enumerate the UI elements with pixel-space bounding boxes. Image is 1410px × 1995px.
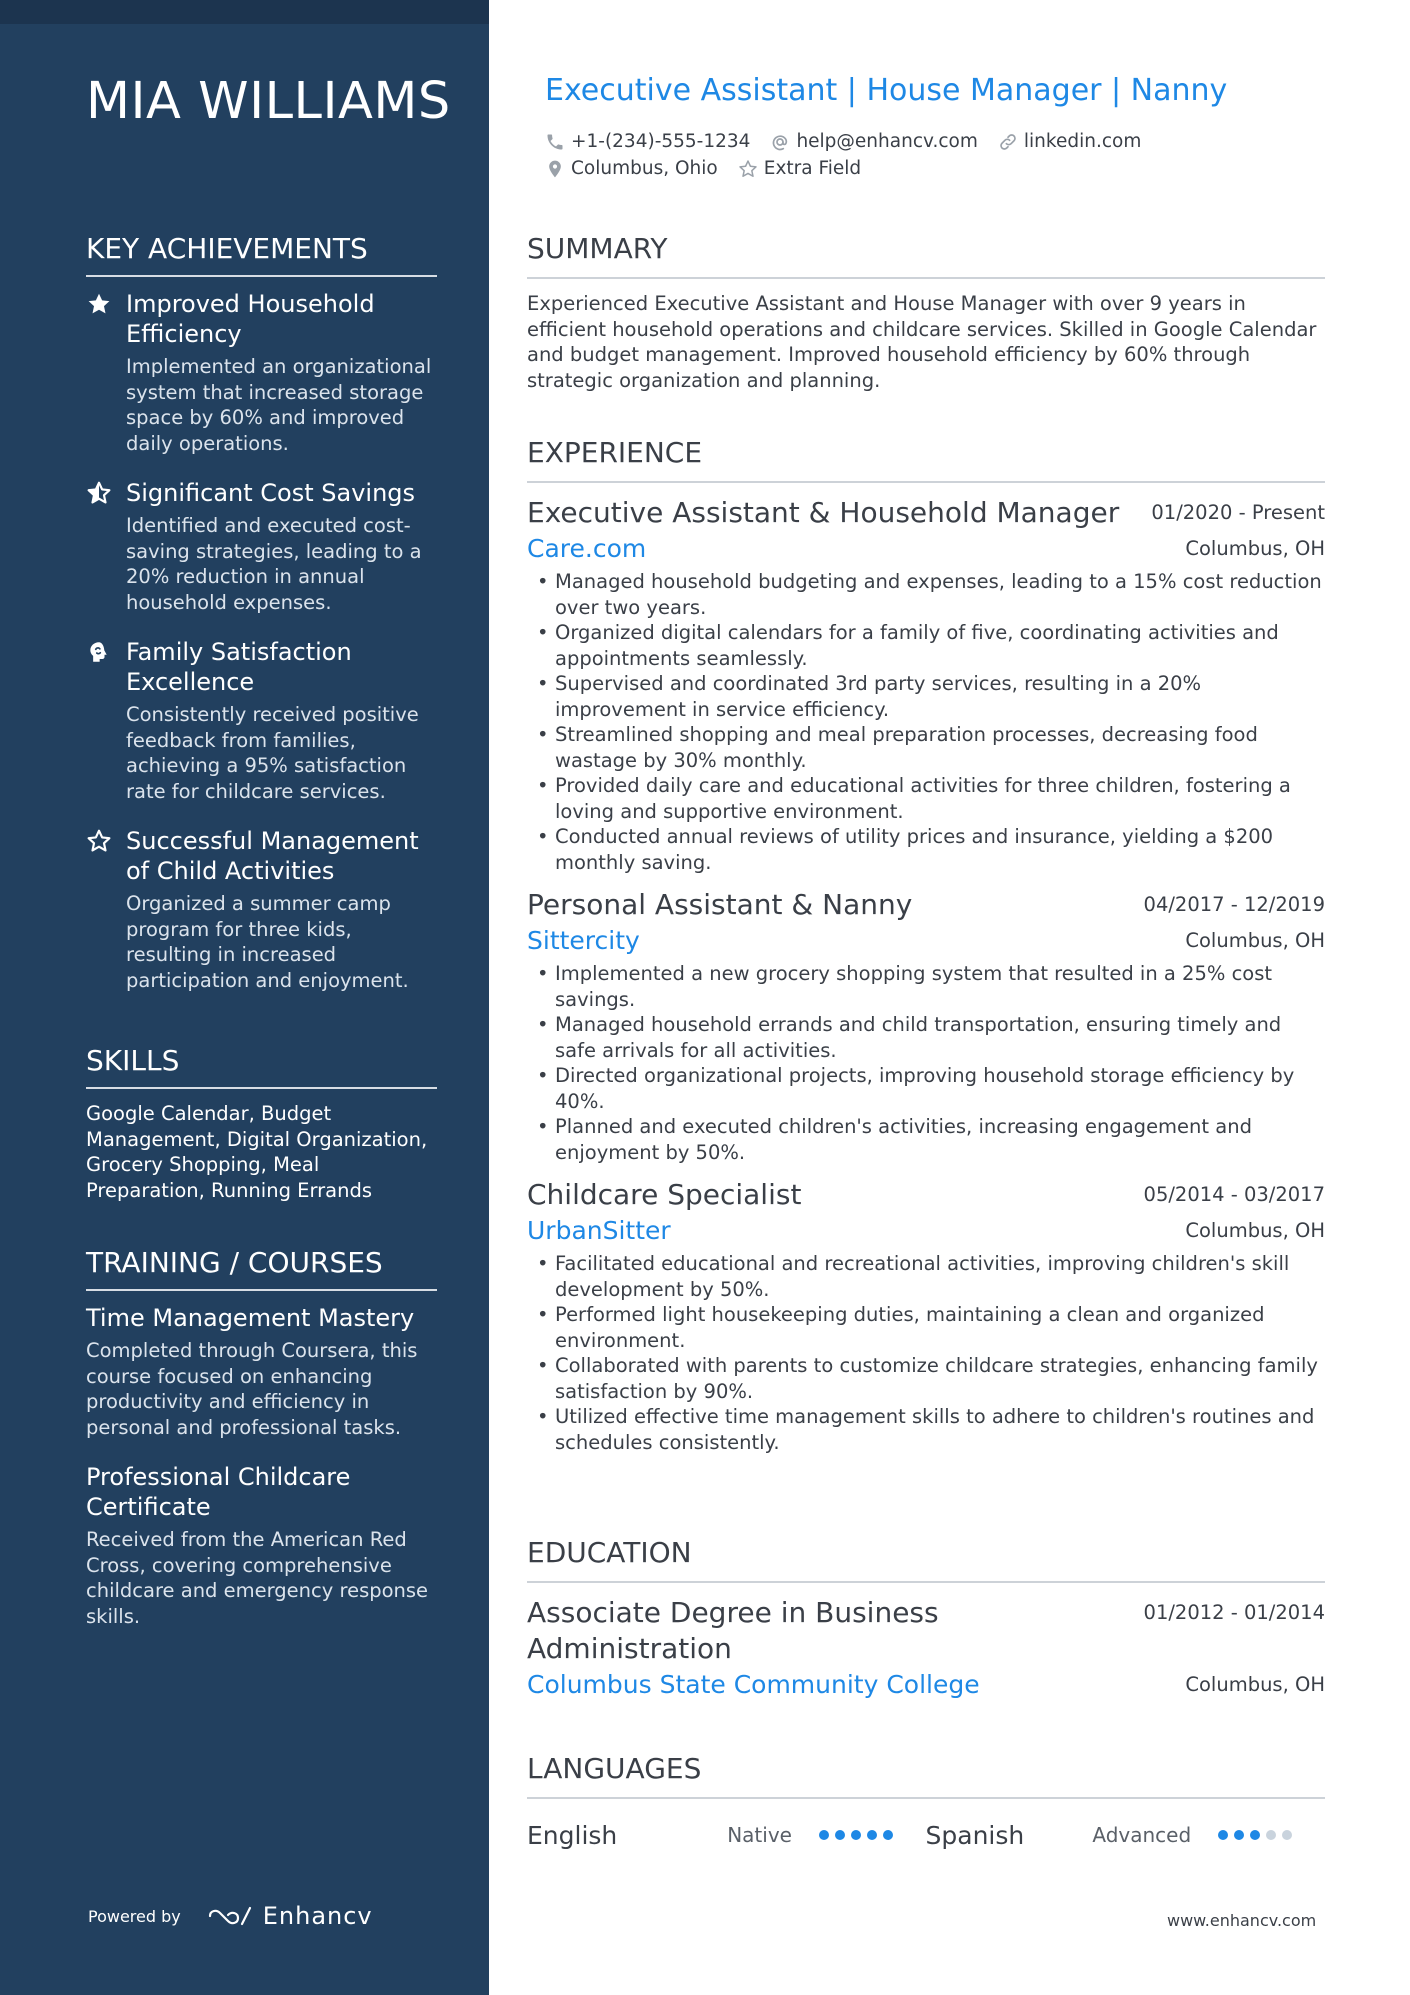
achievement-item [86, 478, 437, 615]
star-outline-icon [738, 159, 758, 179]
key-achievements-heading: KEY ACHIEVEMENTS [86, 232, 437, 277]
powered-by-label: Powered by [88, 1906, 181, 1926]
job-company[interactable]: UrbanSitter [527, 1216, 671, 1245]
job-company[interactable]: Care.com [527, 534, 647, 563]
job-bullet: • Conducted annual reviews of utility prices and insurance, yielding a $200 monthly saving. [527, 824, 1325, 875]
rating-dot-filled [1234, 1830, 1244, 1840]
languages-heading: LANGUAGES [527, 1752, 1325, 1799]
achievement-item [86, 826, 437, 993]
star-outline-icon [86, 828, 112, 854]
job-bullet: • Implemented a new grocery shopping system that resulted in a 25% cost savings. [527, 961, 1325, 1012]
achievement-title: Significant Cost Savings [126, 479, 416, 507]
education-date: 01/2012 - 01/2014 [1143, 1601, 1325, 1624]
sidebar-top-strip [0, 0, 489, 24]
achievement-item [86, 289, 437, 456]
achievement-title: Successful Management of Child Activities [126, 827, 419, 885]
link-icon [998, 132, 1018, 152]
job-bullet: • Facilitated educational and recreational activities, improving children's skill development by 50%. [527, 1251, 1325, 1302]
skills-heading: SKILLS [86, 1044, 437, 1089]
link-text: linkedin.com [1023, 131, 1142, 152]
job-bullet: • Streamlined shopping and meal preparation processes, decreasing food wastage by 30% monthly. [527, 722, 1325, 773]
job-date: 01/2020 - Present [1151, 501, 1325, 524]
school-name[interactable]: Columbus State Community College [527, 1670, 980, 1699]
languages-section [527, 1752, 1325, 1853]
job-title-row [527, 887, 1325, 923]
rating-dot-filled [835, 1830, 845, 1840]
summary-section [527, 232, 1325, 393]
language-name: Spanish [925, 1820, 1025, 1850]
achievement-description: Consistently received positive feedback from families, achieving a 95% satisfaction rate for childcare services. [126, 703, 419, 803]
job-company-row [527, 923, 1325, 959]
job-bullets [527, 569, 1325, 875]
brain-icon [86, 639, 112, 665]
star-half-icon [86, 480, 112, 506]
rating-dot-empty [1266, 1830, 1276, 1840]
job-bullet: • Managed household errands and child transportation, ensuring timely and safe arrivals for all activities. [527, 1012, 1325, 1063]
candidate-name: MIA WILLIAMS [86, 72, 451, 131]
experience-entry [527, 1177, 1325, 1455]
course-item [86, 1303, 437, 1440]
job-location: Columbus, OH [1185, 929, 1325, 952]
star-filled-icon [86, 291, 112, 317]
achievement-title: Family Satisfaction Excellence [126, 638, 352, 696]
rating-dot-empty [1282, 1830, 1292, 1840]
job-date: 05/2014 - 03/2017 [1143, 1183, 1325, 1206]
contact-location [545, 158, 718, 179]
school-location: Columbus, OH [1185, 1673, 1325, 1696]
extra-field-text: Extra Field [763, 158, 862, 179]
key-achievements-section [86, 232, 437, 1015]
job-company[interactable]: Sittercity [527, 926, 640, 955]
achievement-item [86, 637, 437, 804]
degree-row [527, 1595, 1325, 1667]
rating-dot-filled [883, 1830, 893, 1840]
degree-title: Associate Degree in Business Administration [527, 1596, 939, 1665]
rating-dot-filled [819, 1830, 829, 1840]
job-title: Personal Assistant & Nanny [527, 888, 913, 921]
job-bullet: • Provided daily care and educational activities for three children, fostering a loving and supportive environment. [527, 773, 1325, 824]
job-location: Columbus, OH [1185, 1219, 1325, 1242]
experience-section [527, 436, 1325, 1455]
achievement-description: Identified and executed cost-saving strategies, leading to a 20% reduction in annual household expenses. [126, 514, 422, 614]
job-bullets [527, 961, 1325, 1165]
language-name: English [527, 1820, 618, 1850]
contact-row [545, 155, 1305, 182]
skills-list: Google Calendar, Budget Management, Digital Organization, Grocery Shopping, Meal Preparation, Running Errands [86, 1102, 428, 1202]
email-text: help@enhancv.com [796, 131, 978, 152]
headline: Executive Assistant | House Manager | Nanny [545, 73, 1228, 108]
training-section [86, 1246, 437, 1651]
language-level: Native [727, 1823, 792, 1847]
experience-entry [527, 495, 1325, 875]
language-level: Advanced [1092, 1823, 1192, 1847]
job-title-row [527, 495, 1325, 531]
contact-link[interactable] [998, 131, 1141, 152]
job-title: Childcare Specialist [527, 1178, 802, 1211]
job-bullet: • Supervised and coordinated 3rd party services, resulting in a 20% improvement in service efficiency. [527, 671, 1325, 722]
contact-extra [738, 158, 861, 179]
achievement-description: Organized a summer camp program for three kids, resulting in increased participation and enjoyment. [126, 892, 409, 992]
language-rating [819, 1830, 926, 1840]
job-location: Columbus, OH [1185, 537, 1325, 560]
footer-website[interactable]: www.enhancv.com [1167, 1911, 1317, 1930]
skills-section [86, 1044, 437, 1203]
rating-dot-filled [1218, 1830, 1228, 1840]
contact-email[interactable] [770, 131, 977, 152]
job-bullet: • Utilized effective time management skills to adhere to children's routines and schedules consistently. [527, 1404, 1325, 1455]
language-rating [1218, 1830, 1325, 1840]
job-title-row [527, 1177, 1325, 1213]
achievement-title: Improved Household Efficiency [126, 290, 375, 348]
school-row [527, 1667, 1325, 1703]
course-description: Received from the American Red Cross, covering comprehensive childcare and emergency response skills. [86, 1528, 429, 1628]
location-pin-icon [545, 159, 565, 179]
job-bullets [527, 1251, 1325, 1455]
education-entry [527, 1595, 1325, 1703]
job-company-row [527, 531, 1325, 567]
job-bullet: • Planned and executed children's activities, increasing engagement and enjoyment by 50%. [527, 1114, 1325, 1165]
education-section [527, 1536, 1325, 1703]
job-date: 04/2017 - 12/2019 [1143, 893, 1325, 916]
job-bullet: • Organized digital calendars for a family of five, coordinating activities and appointments seamlessly. [527, 620, 1325, 671]
summary-heading: SUMMARY [527, 232, 1325, 279]
training-heading: TRAINING / COURSES [86, 1246, 437, 1291]
achievement-description: Implemented an organizational system that increased storage space by 60% and improved daily operations. [126, 355, 432, 455]
powered-by [88, 1902, 373, 1930]
phone-icon [545, 132, 565, 152]
job-company-row [527, 1213, 1325, 1249]
job-bullet: • Performed light housekeeping duties, maintaining a clean and organized environment. [527, 1302, 1325, 1353]
job-bullet: • Directed organizational projects, improving household storage efficiency by 40%. [527, 1063, 1325, 1114]
summary-text: Experienced Executive Assistant and House Manager with over 9 years in efficient household operations and childcare services. Skilled in Google Calendar and budget management. Improved household efficiency by 60% through strategic organization and planning. [527, 292, 1317, 392]
contact-phone[interactable] [545, 131, 750, 152]
enhancv-logo-text[interactable]: Enhancv [262, 1902, 373, 1930]
contact-row [545, 128, 1305, 155]
languages-row [527, 1817, 1325, 1853]
phone-text: +1-(234)-555-1234 [571, 131, 751, 152]
course-description: Completed through Coursera, this course focused on enhancing productivity and efficiency in personal and professional tasks. [86, 1339, 418, 1439]
course-item [86, 1462, 437, 1629]
experience-entry [527, 887, 1325, 1165]
at-icon [770, 132, 790, 152]
job-bullet: • Collaborated with parents to customize childcare strategies, enhancing family satisfaction by 90%. [527, 1353, 1325, 1404]
rating-dot-filled [867, 1830, 877, 1840]
course-title: Time Management Mastery [86, 1304, 415, 1332]
enhancv-logo-icon [207, 1904, 253, 1928]
education-heading: EDUCATION [527, 1536, 1325, 1583]
job-bullet: • Managed household budgeting and expenses, leading to a 15% cost reduction over two years. [527, 569, 1325, 620]
rating-dot-filled [851, 1830, 861, 1840]
job-title: Executive Assistant & Household Manager [527, 496, 1120, 529]
location-text: Columbus, Ohio [571, 158, 718, 179]
sidebar [0, 0, 489, 1995]
course-title: Professional Childcare Certificate [86, 1463, 351, 1521]
experience-heading: EXPERIENCE [527, 436, 1325, 483]
contact-info [545, 128, 1305, 182]
rating-dot-filled [1250, 1830, 1260, 1840]
